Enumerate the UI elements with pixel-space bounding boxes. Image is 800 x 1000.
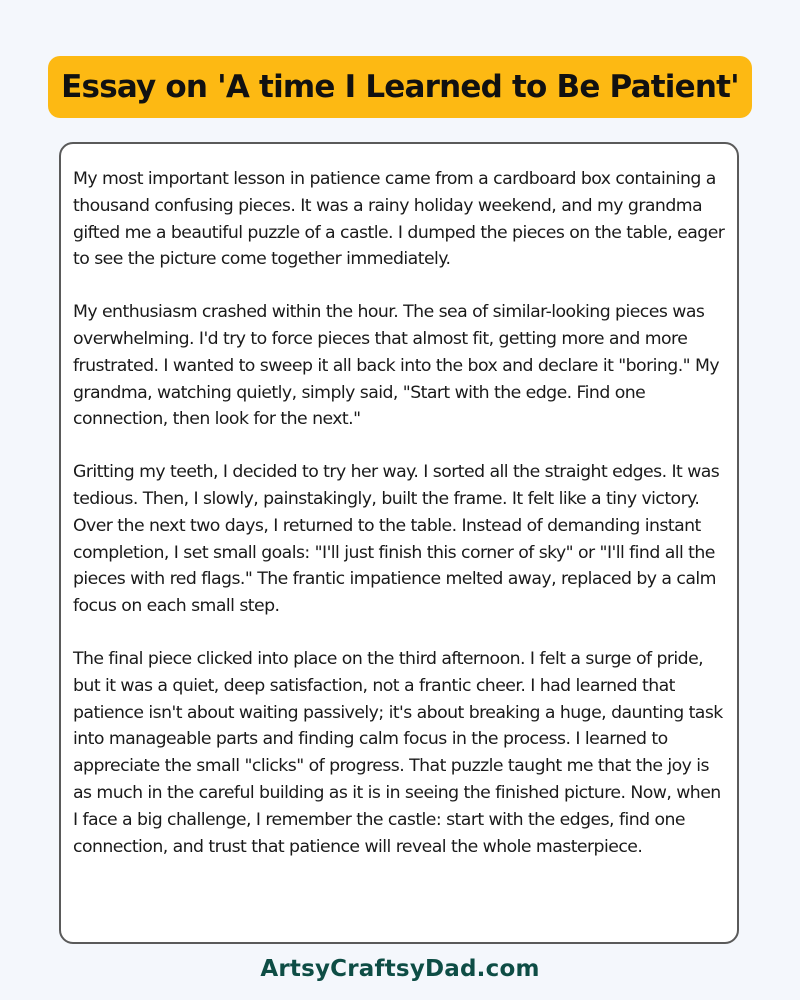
essay-paragraph-1: My most important lesson in patience came from a cardboard box containing a thousand confusing pieces. It was a rainy holiday weekend, and my grandma gifted me a beautiful puzzle of a castle. I dumped the pieces on the table, eager to see the picture come together immediately. (73, 169, 725, 270)
essay-box (59, 142, 739, 944)
page-title: Essay on 'A time I Learned to Be Patient' (61, 69, 739, 105)
essay-paragraph-2: My enthusiasm crashed within the hour. The sea of similar-looking pieces was overwhelming. I'd try to force pieces that almost fit, getting more and more frustrated. I wanted to sweep it all back into the box and declare it "boring." My grandma, watching quietly, simply said, "Start with the edge. Find one connection, then look for the next." (73, 302, 720, 430)
essay-paragraph-4: The final piece clicked into place on the third afternoon. I felt a surge of pride, but it was a quiet, deep satisfaction, not a frantic cheer. I had learned that patience isn't about waiting passively; it's about breaking a huge, daunting task into manageable parts and finding calm focus in the process. I learned to appreciate the small "clicks" of progress. That puzzle taught me that the joy is as much in the careful building as it is in seeing the finished picture. Now, when I face a big challenge, I remember the castle: start with the edges, find one connection, and trust that patience will reveal the whole masterpiece. (73, 648, 723, 857)
essay-paragraph-3: Gritting my teeth, I decided to try her way. I sorted all the straight edges. It was tedious. Then, I slowly, painstakingly, built the frame. It felt like a tiny victory. Over the next two days, I returned to the table. Instead of demanding instant completion, I set small goals: "I'll just finish this corner of sky" or "I'll find all the pieces with red flags." The frantic impatience melted away, replaced by a calm focus on each small step. (73, 462, 720, 617)
title-banner (48, 56, 752, 118)
site-watermark: ArtsyCraftsyDad.com (260, 956, 540, 982)
footer (0, 956, 800, 982)
